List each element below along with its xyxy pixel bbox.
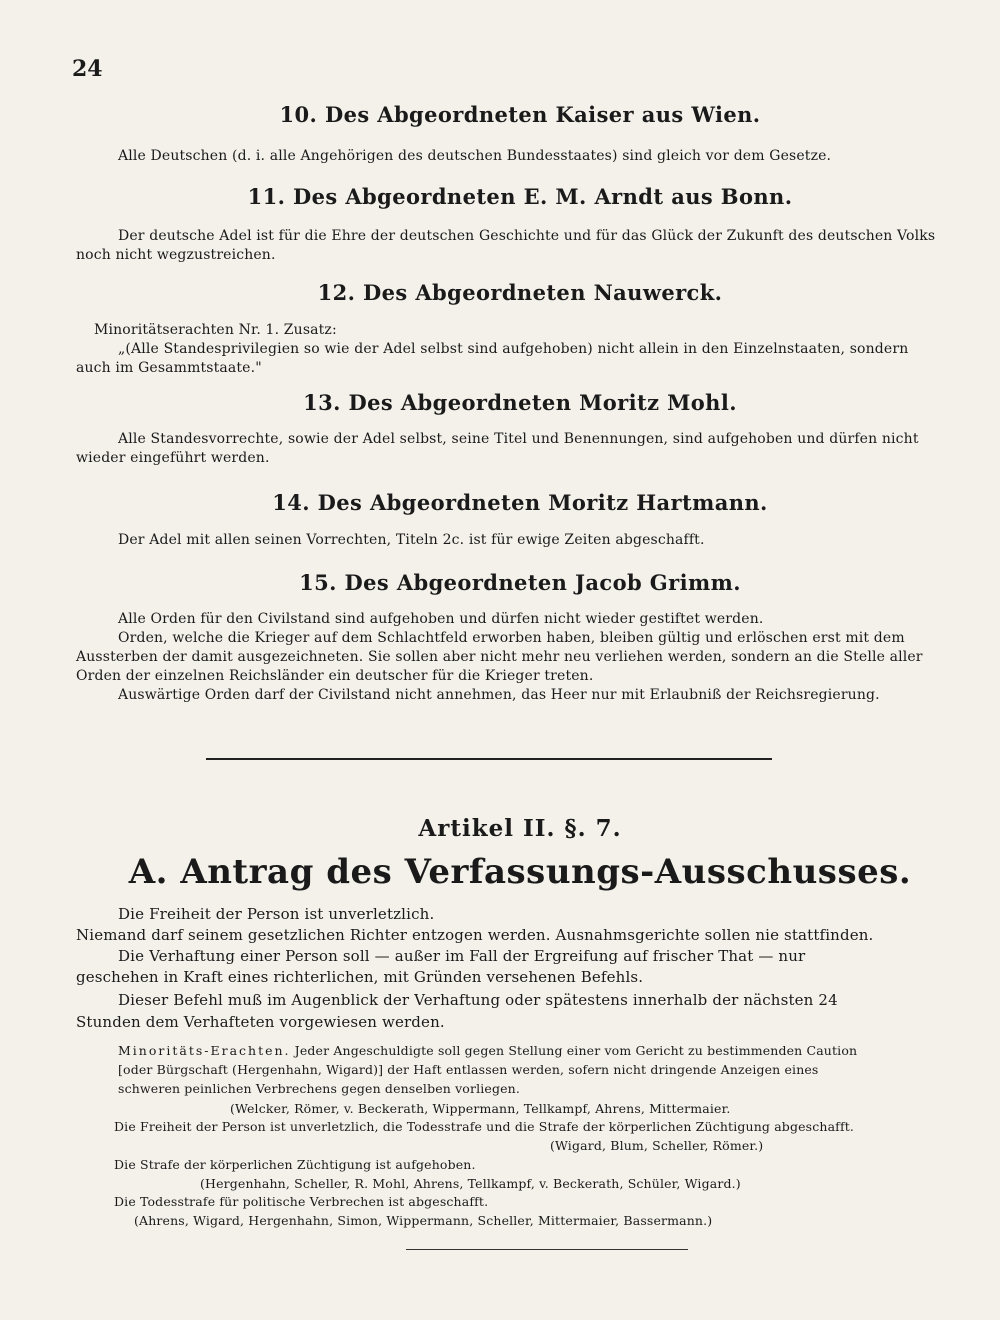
bottom-rule (406, 1249, 688, 1250)
article-body-line-3: Die Verhaftung einer Person soll — außer im Fall der Ergreifung auf frischer That — nur (118, 947, 806, 965)
section-15-line-5: Auswärtige Orden darf der Civilstand nicht annehmen, das Heer nur mit Erlaubniß der Reichsregierung. (118, 687, 880, 703)
article-body-line-5: Dieser Befehl muß im Augenblick der Verhaftung oder spätestens innerhalb der nächsten 24 (118, 991, 838, 1009)
section-heading-15: 15. Des Abgeordneten Jacob Grimm. (299, 570, 741, 595)
section-15-line-4: Orden der einzelnen Reichsländer ein deutscher für die Krieger treten. (76, 668, 594, 684)
section-14-line-1: Der Adel mit allen seinen Vorrechten, Titeln 2c. ist für ewige Zeiten abgeschafft. (118, 532, 705, 548)
minority-signatories-3: (Hergenhahn, Scheller, R. Mohl, Ahrens, Tellkampf, v. Beckerath, Schüler, Wigard.) (200, 1176, 741, 1191)
section-heading-13: 13. Des Abgeordneten Moritz Mohl. (303, 390, 737, 415)
section-heading-10: 10. Des Abgeordneten Kaiser aus Wien. (279, 102, 761, 127)
minority-signatories-1: (Welcker, Römer, v. Beckerath, Wippermann, Tellkampf, Ahrens, Mittermaier. (230, 1101, 731, 1116)
minority-line-5: Die Strafe der körperlichen Züchtigung ist aufgehoben. (114, 1157, 476, 1172)
minority-first-line (118, 1041, 1000, 1060)
article-body-line-1: Die Freiheit der Person ist unverletzlich. (118, 905, 435, 923)
minority-line-4: Die Freiheit der Person ist unverletzlich, die Todesstrafe und die Strafe der körperlichen Züchtigung abgeschafft. (114, 1119, 855, 1134)
section-13-line-1: Alle Standesvorrechte, sowie der Adel selbst, seine Titel und Benennungen, sind aufgehoben und dürfen nicht (118, 431, 919, 447)
section-divider (206, 758, 772, 760)
section-15-line-2: Orden, welche die Krieger auf dem Schlachtfeld erworben haben, bleiben gültig und erlöschen erst mit dem (118, 630, 905, 646)
minority-line-6: Die Todesstrafe für politische Verbrechen ist abgeschafft. (114, 1194, 489, 1209)
article-body-line-6: Stunden dem Verhafteten vorgewiesen werden. (76, 1013, 445, 1031)
section-12-line-2: „(Alle Standesprivilegien so wie der Adel selbst sind aufgehoben) nicht allein in den Einzelnstaaten, sondern (118, 341, 909, 357)
minority-signatories-2: (Wigard, Blum, Scheller, Römer.) (550, 1138, 764, 1153)
section-11-line-1: Der deutsche Adel ist für die Ehre der deutschen Geschichte und für das Glück der Zukunft des deutschen Volks (118, 228, 936, 244)
article-title: Artikel II. §. 7. (418, 815, 622, 842)
section-heading-11: 11. Des Abgeordneten E. M. Arndt aus Bonn. (247, 184, 793, 209)
article-body-line-2: Niemand darf seinem gesetzlichen Richter entzogen werden. Ausnahmsgerichte sollen nie stattfinden. (76, 926, 874, 944)
article-body-line-4: geschehen in Kraft eines richterlichen, mit Gründen versehenen Befehls. (76, 968, 644, 986)
section-15-line-1: Alle Orden für den Civilstand sind aufgehoben und dürfen nicht wieder gestiftet werden. (118, 611, 764, 627)
minority-signatories-4: (Ahrens, Wigard, Hergenhahn, Simon, Wippermann, Scheller, Mittermaier, Bassermann.) (134, 1213, 713, 1228)
minority-line-2: [oder Bürgschaft (Hergenhahn, Wigard)] der Haft entlassen werden, sofern nicht dringende Anzeigen eines (118, 1062, 819, 1077)
section-heading-12: 12. Des Abgeordneten Nauwerck. (317, 280, 723, 305)
section-15-line-3: Aussterben der damit ausgezeichneten. Sie sollen aber nicht mehr neu verliehen werden, sondern an die Stelle aller (76, 649, 923, 665)
section-12-line-3: auch im Gesammtstaate." (76, 360, 262, 376)
section-12-line-1: Minoritätserachten Nr. 1. Zusatz: (94, 322, 337, 338)
minority-label: Minoritäts-Erachten. (118, 1043, 291, 1058)
minority-line-1: Jeder Angeschuldigte soll gegen Stellung einer vom Gericht zu bestimmenden Caution (294, 1043, 858, 1058)
section-10-line-1: Alle Deutschen (d. i. alle Angehörigen des deutschen Bundesstaates) sind gleich vor dem Gesetze. (118, 148, 832, 164)
section-11-line-2: noch nicht wegzustreichen. (76, 247, 276, 263)
section-13-line-2: wieder eingeführt werden. (76, 450, 270, 466)
section-heading-14: 14. Des Abgeordneten Moritz Hartmann. (272, 490, 768, 515)
page-number: 24 (72, 56, 103, 82)
minority-line-3: schweren peinlichen Verbrechens gegen denselben vorliegen. (118, 1081, 520, 1096)
antrag-heading: A. Antrag des Verfassungs-Ausschusses. (128, 852, 912, 892)
